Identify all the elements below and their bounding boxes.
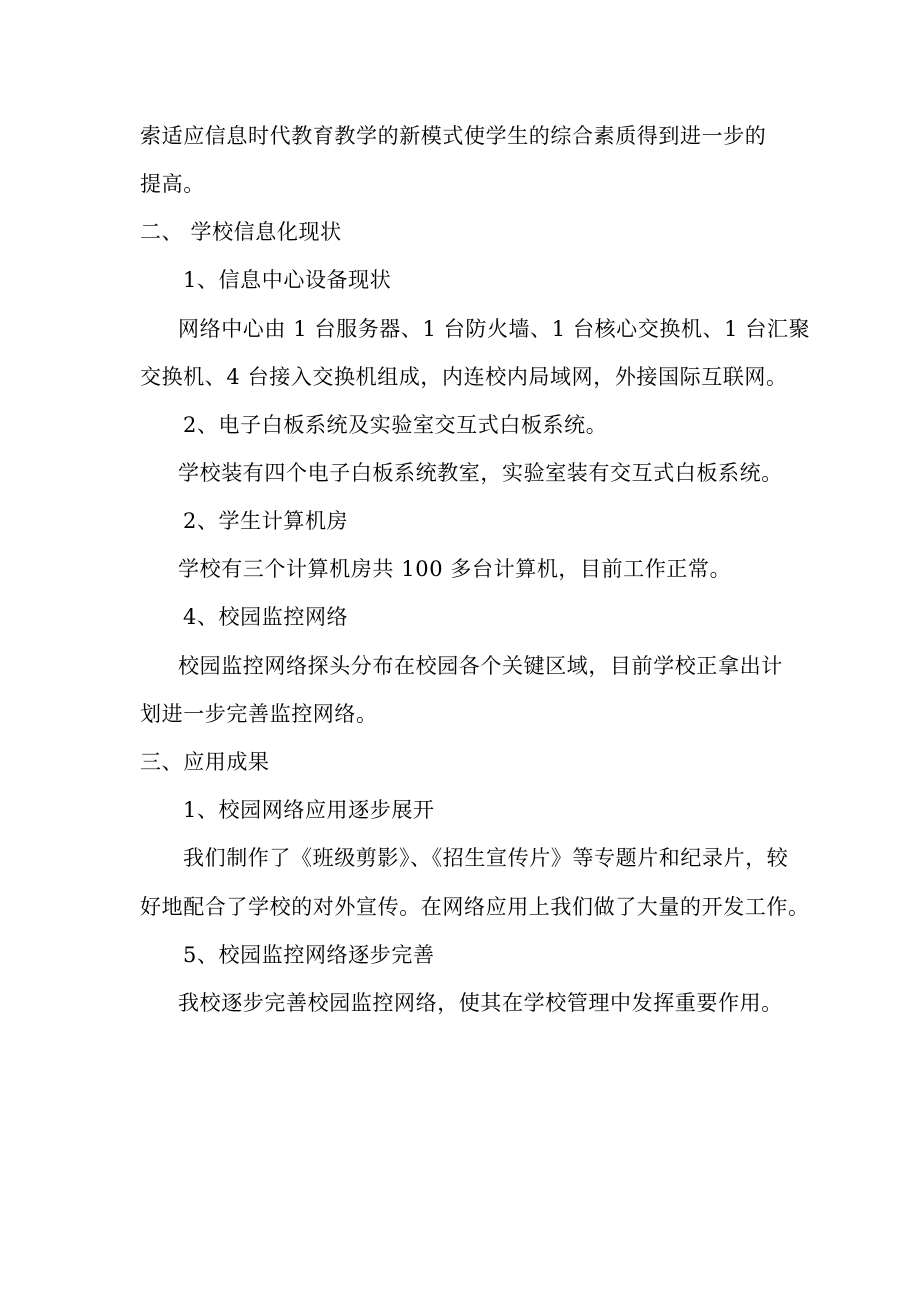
subsection-heading: 2、学生计算机房 xyxy=(183,509,349,533)
body-text-line: 网络中心由 1 台服务器、1 台防火墙、1 台核心交换机、1 台汇聚 xyxy=(178,317,811,341)
body-text-line: 划进一步完善监控网络。 xyxy=(140,702,378,726)
subsection-heading: 4、校园监控网络 xyxy=(183,605,349,629)
body-text-line: 交换机、4 台接入交换机组成，内连校内局域网，外接国际互联网。 xyxy=(140,365,788,389)
section-heading: 三、应用成果 xyxy=(140,750,270,774)
body-text-line: 我们制作了《班级剪影》、《招生宣传片》等专题片和纪录片，较 xyxy=(183,846,789,870)
body-text-line: 我校逐步完善校园监控网络，使其在学校管理中发挥重要作用。 xyxy=(178,991,783,1015)
subsection-heading: 5、校园监控网络逐步完善 xyxy=(183,943,435,967)
body-text-line: 好地配合了学校的对外宣传。在网络应用上我们做了大量的开发工作。 xyxy=(140,895,810,919)
section-heading: 二、 学校信息化现状 xyxy=(140,220,342,244)
body-text-line: 学校装有四个电子白板系统教室，实验室装有交互式白板系统。 xyxy=(178,461,783,485)
subsection-heading: 2、电子白板系统及实验室交互式白板系统。 xyxy=(183,413,608,437)
subsection-heading: 1、校园网络应用逐步展开 xyxy=(183,798,435,822)
body-text-line: 提高。 xyxy=(140,172,205,196)
subsection-heading: 1、信息中心设备现状 xyxy=(183,268,392,292)
body-text-line: 学校有三个计算机房共 100 多台计算机，目前工作正常。 xyxy=(178,557,732,581)
body-text-line: 索适应信息时代教育教学的新模式使学生的综合素质得到进一步的 xyxy=(140,124,767,148)
body-text-line: 校园监控网络探头分布在校园各个关键区域，目前学校正拿出计 xyxy=(178,654,783,678)
